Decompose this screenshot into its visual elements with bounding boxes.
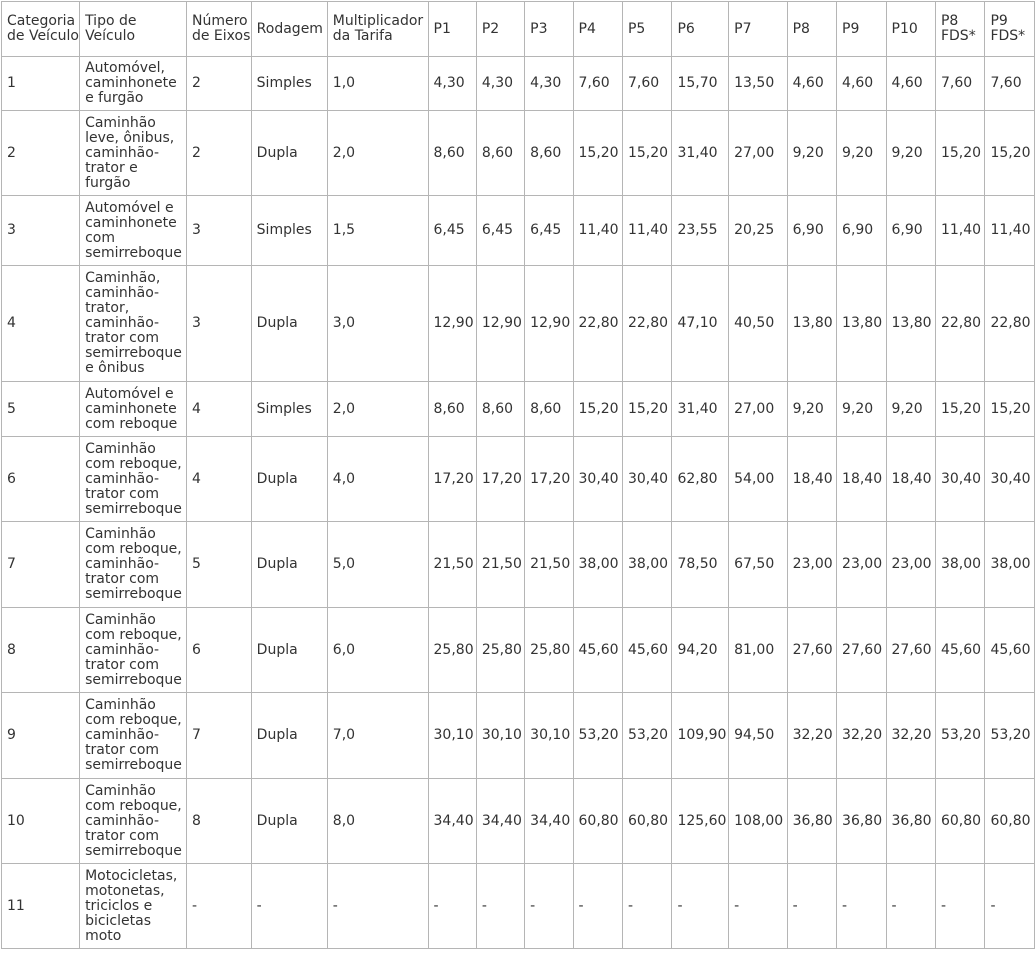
cell-p9: 27,60: [837, 608, 886, 693]
cell-rodagem: Dupla: [251, 111, 327, 196]
cell-categoria: 6: [2, 437, 80, 522]
cell-tipo: Caminhão com reboque, caminhão-trator com semirreboque: [80, 693, 187, 779]
cell-p8: 4,60: [787, 57, 836, 111]
cell-p10: 32,20: [886, 693, 935, 779]
cell-p9-fds: 7,60: [985, 57, 1035, 111]
table-row: [2, 693, 1035, 779]
table-row: [2, 522, 1035, 608]
cell-eixos: 2: [186, 57, 251, 111]
cell-p8-fds: 38,00: [935, 522, 984, 608]
cell-tipo: Automóvel e caminhonete com semirreboque: [80, 196, 187, 266]
cell-p9: -: [837, 864, 886, 949]
cell-p9-fds: -: [985, 864, 1035, 949]
cell-p5: 45,60: [622, 608, 671, 693]
cell-p7: 67,50: [729, 522, 787, 608]
cell-p4: 60,80: [573, 779, 622, 864]
cell-multiplicador: -: [327, 864, 428, 949]
cell-p8-fds: 15,20: [935, 382, 984, 437]
cell-p5: 11,40: [622, 196, 671, 266]
cell-rodagem: Dupla: [251, 266, 327, 382]
cell-p2: 30,10: [476, 693, 524, 779]
cell-p6: 47,10: [672, 266, 729, 382]
header-p3: P3: [525, 2, 573, 57]
cell-p9-fds: 38,00: [985, 522, 1035, 608]
cell-p10: 9,20: [886, 382, 935, 437]
cell-p8-fds: 60,80: [935, 779, 984, 864]
cell-p9: 4,60: [837, 57, 886, 111]
header-p9: P9: [837, 2, 886, 57]
cell-tipo: Caminhão, caminhão-trator, caminhão-trator com semirreboque e ônibus: [80, 266, 187, 382]
cell-p7: -: [729, 864, 787, 949]
cell-p2: 8,60: [476, 111, 524, 196]
cell-p9-fds: 45,60: [985, 608, 1035, 693]
cell-p7: 27,00: [729, 111, 787, 196]
cell-p9: 36,80: [837, 779, 886, 864]
cell-p8: 9,20: [787, 111, 836, 196]
cell-p10: 9,20: [886, 111, 935, 196]
table-row: [2, 382, 1035, 437]
cell-eixos: 3: [186, 196, 251, 266]
cell-p4: 30,40: [573, 437, 622, 522]
cell-multiplicador: 4,0: [327, 437, 428, 522]
cell-p2: -: [476, 864, 524, 949]
cell-p9-fds: 30,40: [985, 437, 1035, 522]
cell-p4: 11,40: [573, 196, 622, 266]
cell-p5: 30,40: [622, 437, 671, 522]
cell-p7: 13,50: [729, 57, 787, 111]
cell-rodagem: Dupla: [251, 437, 327, 522]
cell-categoria: 3: [2, 196, 80, 266]
table-row: [2, 608, 1035, 693]
cell-rodagem: -: [251, 864, 327, 949]
cell-p4: -: [573, 864, 622, 949]
cell-eixos: 6: [186, 608, 251, 693]
cell-rodagem: Simples: [251, 382, 327, 437]
cell-p9-fds: 22,80: [985, 266, 1035, 382]
cell-categoria: 1: [2, 57, 80, 111]
cell-multiplicador: 7,0: [327, 693, 428, 779]
cell-p6: 31,40: [672, 111, 729, 196]
cell-p8-fds: 53,20: [935, 693, 984, 779]
cell-eixos: -: [186, 864, 251, 949]
cell-p2: 6,45: [476, 196, 524, 266]
cell-p1: 12,90: [428, 266, 476, 382]
header-categoria: Categoria de Veículo: [2, 2, 80, 57]
cell-eixos: 4: [186, 437, 251, 522]
header-p7: P7: [729, 2, 787, 57]
cell-rodagem: Dupla: [251, 522, 327, 608]
cell-p8-fds: 30,40: [935, 437, 984, 522]
cell-eixos: 2: [186, 111, 251, 196]
cell-p2: 8,60: [476, 382, 524, 437]
cell-p7: 108,00: [729, 779, 787, 864]
cell-p10: 13,80: [886, 266, 935, 382]
cell-p10: 36,80: [886, 779, 935, 864]
table-row: [2, 111, 1035, 196]
header-eixos: Número de Eixos: [186, 2, 251, 57]
cell-p10: 23,00: [886, 522, 935, 608]
cell-p8-fds: 11,40: [935, 196, 984, 266]
cell-p5: 60,80: [622, 779, 671, 864]
cell-p8-fds: -: [935, 864, 984, 949]
cell-eixos: 4: [186, 382, 251, 437]
cell-p8-fds: 15,20: [935, 111, 984, 196]
cell-p1: 8,60: [428, 111, 476, 196]
cell-categoria: 8: [2, 608, 80, 693]
cell-tipo: Automóvel e caminhonete com reboque: [80, 382, 187, 437]
cell-tipo: Caminhão com reboque, caminhão-trator com semirreboque: [80, 608, 187, 693]
cell-p9: 9,20: [837, 382, 886, 437]
cell-p6: 15,70: [672, 57, 729, 111]
header-p6: P6: [672, 2, 729, 57]
cell-p3: 8,60: [525, 111, 573, 196]
cell-p1: 6,45: [428, 196, 476, 266]
cell-p8: 9,20: [787, 382, 836, 437]
cell-multiplicador: 2,0: [327, 382, 428, 437]
cell-p5: 15,20: [622, 111, 671, 196]
header-p5: P5: [622, 2, 671, 57]
cell-tipo: Caminhão leve, ônibus, caminhão-trator e furgão: [80, 111, 187, 196]
cell-rodagem: Dupla: [251, 693, 327, 779]
cell-categoria: 7: [2, 522, 80, 608]
cell-p9-fds: 11,40: [985, 196, 1035, 266]
cell-p5: 7,60: [622, 57, 671, 111]
cell-p3: -: [525, 864, 573, 949]
cell-eixos: 7: [186, 693, 251, 779]
cell-p9: 23,00: [837, 522, 886, 608]
cell-p3: 21,50: [525, 522, 573, 608]
cell-p1: 25,80: [428, 608, 476, 693]
cell-p7: 40,50: [729, 266, 787, 382]
cell-p5: 53,20: [622, 693, 671, 779]
cell-p8-fds: 22,80: [935, 266, 984, 382]
cell-p3: 25,80: [525, 608, 573, 693]
cell-p1: -: [428, 864, 476, 949]
header-p9-fds: P9 FDS*: [985, 2, 1035, 57]
cell-rodagem: Simples: [251, 196, 327, 266]
cell-multiplicador: 1,5: [327, 196, 428, 266]
cell-p6: 125,60: [672, 779, 729, 864]
cell-p9: 9,20: [837, 111, 886, 196]
cell-categoria: 4: [2, 266, 80, 382]
header-p8-fds: P8 FDS*: [935, 2, 984, 57]
cell-p8: 6,90: [787, 196, 836, 266]
cell-p3: 30,10: [525, 693, 573, 779]
cell-categoria: 5: [2, 382, 80, 437]
cell-p9-fds: 15,20: [985, 111, 1035, 196]
cell-p4: 53,20: [573, 693, 622, 779]
cell-p6: 78,50: [672, 522, 729, 608]
cell-p1: 17,20: [428, 437, 476, 522]
cell-p7: 54,00: [729, 437, 787, 522]
cell-p10: -: [886, 864, 935, 949]
cell-p9-fds: 53,20: [985, 693, 1035, 779]
cell-p8: 27,60: [787, 608, 836, 693]
table-row: [2, 864, 1035, 949]
cell-p2: 25,80: [476, 608, 524, 693]
cell-eixos: 3: [186, 266, 251, 382]
cell-p6: 23,55: [672, 196, 729, 266]
cell-p3: 8,60: [525, 382, 573, 437]
cell-p1: 30,10: [428, 693, 476, 779]
cell-p2: 12,90: [476, 266, 524, 382]
cell-p9-fds: 60,80: [985, 779, 1035, 864]
cell-p6: 94,20: [672, 608, 729, 693]
cell-p1: 4,30: [428, 57, 476, 111]
header-p4: P4: [573, 2, 622, 57]
cell-multiplicador: 5,0: [327, 522, 428, 608]
cell-p9: 18,40: [837, 437, 886, 522]
cell-p5: 22,80: [622, 266, 671, 382]
cell-p8: -: [787, 864, 836, 949]
cell-p8-fds: 45,60: [935, 608, 984, 693]
cell-p4: 45,60: [573, 608, 622, 693]
header-p10: P10: [886, 2, 935, 57]
cell-p8-fds: 7,60: [935, 57, 984, 111]
cell-p1: 21,50: [428, 522, 476, 608]
cell-p2: 21,50: [476, 522, 524, 608]
cell-p2: 17,20: [476, 437, 524, 522]
cell-p4: 7,60: [573, 57, 622, 111]
cell-p2: 4,30: [476, 57, 524, 111]
cell-categoria: 2: [2, 111, 80, 196]
cell-p9: 6,90: [837, 196, 886, 266]
cell-p9-fds: 15,20: [985, 382, 1035, 437]
cell-p5: 15,20: [622, 382, 671, 437]
cell-rodagem: Simples: [251, 57, 327, 111]
cell-multiplicador: 3,0: [327, 266, 428, 382]
header-p2: P2: [476, 2, 524, 57]
toll-rate-table: [1, 1, 1035, 949]
cell-p6: 31,40: [672, 382, 729, 437]
cell-p5: 38,00: [622, 522, 671, 608]
cell-p9: 13,80: [837, 266, 886, 382]
cell-p8: 23,00: [787, 522, 836, 608]
cell-p8: 36,80: [787, 779, 836, 864]
cell-p3: 6,45: [525, 196, 573, 266]
cell-p4: 38,00: [573, 522, 622, 608]
table-row: [2, 57, 1035, 111]
table-row: [2, 196, 1035, 266]
cell-p3: 12,90: [525, 266, 573, 382]
cell-categoria: 11: [2, 864, 80, 949]
header-p8: P8: [787, 2, 836, 57]
cell-categoria: 9: [2, 693, 80, 779]
cell-p10: 27,60: [886, 608, 935, 693]
cell-p4: 22,80: [573, 266, 622, 382]
cell-p7: 20,25: [729, 196, 787, 266]
cell-p1: 34,40: [428, 779, 476, 864]
table-row: [2, 779, 1035, 864]
cell-p4: 15,20: [573, 382, 622, 437]
cell-eixos: 5: [186, 522, 251, 608]
cell-p7: 94,50: [729, 693, 787, 779]
cell-multiplicador: 6,0: [327, 608, 428, 693]
cell-p10: 6,90: [886, 196, 935, 266]
cell-p3: 4,30: [525, 57, 573, 111]
header-multiplicador: Multiplicador da Tarifa: [327, 2, 428, 57]
header-p1: P1: [428, 2, 476, 57]
cell-multiplicador: 8,0: [327, 779, 428, 864]
cell-eixos: 8: [186, 779, 251, 864]
cell-multiplicador: 2,0: [327, 111, 428, 196]
cell-p2: 34,40: [476, 779, 524, 864]
cell-p6: 109,90: [672, 693, 729, 779]
header-tipo: Tipo de Veículo: [80, 2, 187, 57]
cell-p7: 27,00: [729, 382, 787, 437]
cell-rodagem: Dupla: [251, 608, 327, 693]
cell-p5: -: [622, 864, 671, 949]
cell-p6: -: [672, 864, 729, 949]
cell-tipo: Caminhão com reboque, caminhão-trator com semirreboque: [80, 437, 187, 522]
cell-p3: 17,20: [525, 437, 573, 522]
cell-tipo: Motocicletas, motonetas, triciclos e bicicletas moto: [80, 864, 187, 949]
cell-p10: 4,60: [886, 57, 935, 111]
cell-tipo: Automóvel, caminhonete e furgão: [80, 57, 187, 111]
cell-tipo: Caminhão com reboque, caminhão-trator com semirreboque: [80, 779, 187, 864]
cell-p10: 18,40: [886, 437, 935, 522]
cell-categoria: 10: [2, 779, 80, 864]
header-rodagem: Rodagem: [251, 2, 327, 57]
cell-tipo: Caminhão com reboque, caminhão-trator com semirreboque: [80, 522, 187, 608]
cell-p1: 8,60: [428, 382, 476, 437]
table-row: [2, 266, 1035, 382]
cell-p6: 62,80: [672, 437, 729, 522]
cell-multiplicador: 1,0: [327, 57, 428, 111]
cell-p8: 18,40: [787, 437, 836, 522]
cell-p8: 13,80: [787, 266, 836, 382]
cell-p3: 34,40: [525, 779, 573, 864]
cell-p9: 32,20: [837, 693, 886, 779]
table-row: [2, 437, 1035, 522]
table-body: [2, 57, 1035, 949]
header-row: [2, 2, 1035, 57]
cell-rodagem: Dupla: [251, 779, 327, 864]
cell-p8: 32,20: [787, 693, 836, 779]
cell-p4: 15,20: [573, 111, 622, 196]
cell-p7: 81,00: [729, 608, 787, 693]
